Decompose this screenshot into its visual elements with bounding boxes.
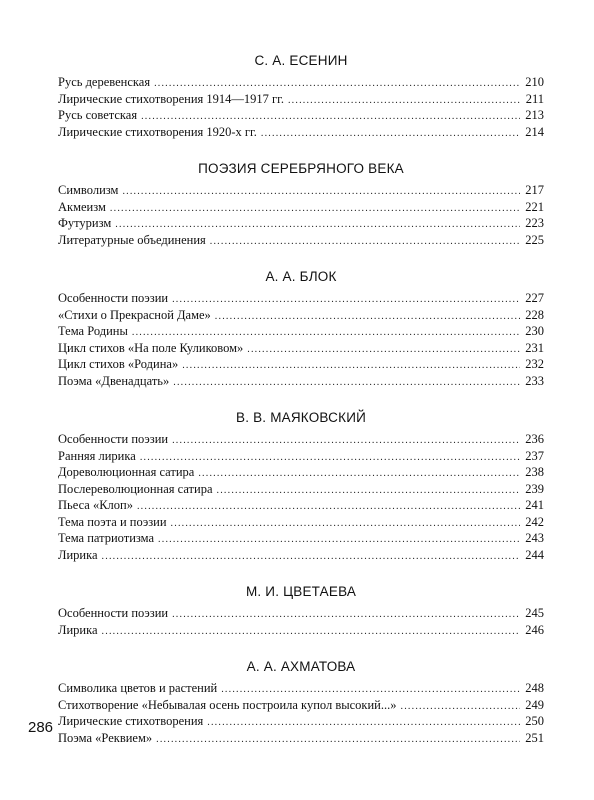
entry-page-number: 231 [525,340,544,355]
toc-entry [58,183,544,200]
entry-page-number: 211 [525,91,544,106]
entry-title: Поэма «Реквием» [58,730,153,745]
entry-title: Тема Родины [58,324,128,338]
toc-entry [58,308,544,325]
toc-entry [58,324,544,341]
toc-entry [58,698,544,715]
entry-page-number: 241 [525,498,544,512]
entry-list [58,75,544,141]
entry-title: Лирические стихотворения 1920-х гг. [58,124,257,139]
dot-leader [132,325,520,341]
dot-leader [102,549,520,565]
dot-leader [217,483,520,499]
dot-leader [140,450,520,466]
toc-entry [58,482,544,499]
section-title: А. А. БЛОК [265,269,337,284]
toc-entry [58,681,544,698]
entry-page-number: 250 [525,714,544,728]
entry-page-number: 245 [525,606,544,620]
dot-leader [221,682,520,698]
dot-leader [172,607,520,623]
entry-page-number: 232 [525,357,544,371]
entry-page-number: 243 [525,531,544,545]
entry-page-number: 210 [525,75,544,89]
dot-leader [137,499,520,515]
dot-leader [102,624,520,640]
dot-leader [158,532,520,548]
dot-leader [115,217,520,233]
section-title: А. А. АХМАТОВА [246,659,356,674]
toc-entry [58,465,544,482]
entry-page-number: 249 [525,697,544,712]
toc-entry [58,341,544,358]
entry-title: Ранняя лирика [58,448,136,463]
entry-page-number: 217 [525,183,544,197]
entry-title: Послереволюционная сатира [58,481,213,496]
entry-list [58,681,544,747]
entry-title: Цикл стихов «Родина» [58,357,179,371]
dot-leader [182,358,520,374]
dot-leader [172,433,520,449]
toc-entry [58,92,544,109]
entry-page-number: 227 [525,291,544,305]
entry-title: Особенности поэзии [58,291,169,305]
entry-page-number: 213 [525,108,544,122]
dot-leader [156,732,520,748]
dot-leader [288,93,520,109]
toc-entry [58,233,544,250]
toc-entry [58,714,544,731]
dot-leader [173,375,520,391]
dot-leader [401,699,520,715]
dot-leader [210,234,520,250]
entry-page-number: 221 [525,199,544,214]
toc-section [58,268,544,390]
toc-entry [58,108,544,125]
entry-title: Особенности поэзии [58,606,169,620]
toc-entry [58,216,544,233]
dot-leader [171,516,520,532]
dot-leader [207,715,520,731]
entry-page-number: 239 [525,481,544,496]
entry-title: Русь деревенская [58,75,151,89]
entry-title: Символизм [58,183,119,197]
toc-entry [58,548,544,565]
entry-page-number: 248 [525,681,544,695]
toc-entry [58,731,544,748]
toc-entry [58,75,544,92]
dot-leader [172,292,520,308]
entry-list [58,291,544,390]
page-number: 286 [28,719,54,736]
toc-section [58,409,544,564]
entry-page-number: 230 [525,324,544,338]
entry-page-number: 251 [525,730,544,745]
toc-section [58,160,544,249]
dot-leader [154,76,520,92]
entry-title: Тема поэта и поэзии [58,514,167,529]
entry-title: Лирические стихотворения 1914—1917 гг. [58,91,284,106]
toc-entry [58,432,544,449]
toc-entry [58,606,544,623]
entry-page-number: 237 [525,448,544,463]
entry-title: Поэма «Двенадцать» [58,373,170,388]
toc-section [58,583,544,639]
section-title: ПОЭЗИЯ СЕРЕБРЯНОГО ВЕКА [198,161,404,176]
entry-page-number: 238 [525,465,544,479]
dot-leader [110,201,520,217]
entry-title: Акмеизм [58,199,106,214]
entry-title: Лирические стихотворения [58,714,204,728]
dot-leader [247,342,520,358]
dot-leader [122,184,520,200]
entry-page-number: 228 [525,307,544,322]
entry-title: Пьеса «Клоп» [58,498,133,512]
toc-entry [58,531,544,548]
entry-title: Стихотворение «Небывалая осень построила купол высокий...» [58,697,397,712]
toc-entry [58,125,544,142]
table-of-contents [58,52,544,747]
entry-title: Футуризм [58,216,112,230]
entry-list [58,183,544,249]
entry-title: «Стихи о Прекрасной Даме» [58,307,211,322]
toc-entry [58,357,544,374]
entry-page-number: 244 [525,547,544,562]
entry-list [58,606,544,639]
entry-page-number: 225 [525,232,544,247]
toc-entry [58,291,544,308]
entry-page-number: 233 [525,373,544,388]
entry-page-number: 246 [525,622,544,637]
entry-title: Русь советская [58,108,138,122]
dot-leader [215,309,520,325]
entry-page-number: 236 [525,432,544,446]
toc-entry [58,449,544,466]
entry-page-number: 223 [525,216,544,230]
entry-title: Тема патриотизма [58,531,155,545]
entry-title: Символика цветов и растений [58,681,218,695]
dot-leader [198,466,520,482]
toc-entry [58,374,544,391]
entry-title: Особенности поэзии [58,432,169,446]
entry-title: Дореволюционная сатира [58,465,195,479]
toc-entry [58,515,544,532]
entry-title: Цикл стихов «На поле Куликовом» [58,340,244,355]
toc-entry [58,200,544,217]
toc-section [58,52,544,141]
section-title: В. В. МАЯКОВСКИЙ [236,410,366,425]
entry-list [58,432,544,564]
dot-leader [261,126,520,142]
toc-entry [58,498,544,515]
dot-leader [141,109,520,125]
section-title: М. И. ЦВЕТАЕВА [245,584,357,599]
entry-page-number: 214 [525,124,544,139]
section-title: С. А. ЕСЕНИН [254,53,348,68]
toc-entry [58,623,544,640]
entry-title: Литературные объединения [58,232,206,247]
entry-title: Лирика [58,622,98,637]
entry-page-number: 242 [525,514,544,529]
toc-section [58,658,544,747]
entry-title: Лирика [58,547,98,562]
